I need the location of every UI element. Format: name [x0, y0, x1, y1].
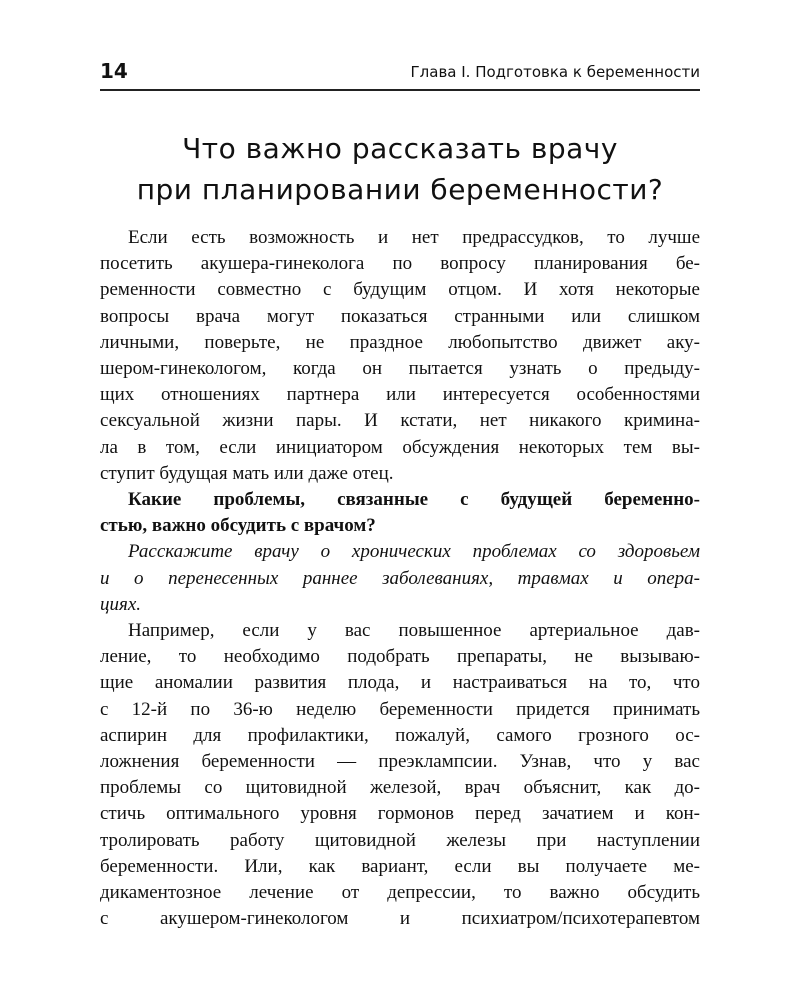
- text-line: Если есть возможность и нет предрассудков, то лучше: [128, 227, 700, 248]
- text-line: Например, если у вас повышенное артериальное дав-: [128, 620, 700, 642]
- section-heading: [100, 128, 700, 210]
- page-number: 14: [100, 59, 128, 83]
- text-line: щих отношениях партнера или интересуется особенностями: [100, 384, 700, 406]
- question-line: Какие проблемы, связанные с будущей беременно-: [128, 489, 700, 511]
- answer-line: Расскажите врачу о хронических проблемах со здоровьем: [128, 541, 700, 563]
- section-heading-line-1: Что важно рассказать врачу: [182, 132, 618, 165]
- text-line: ложнения беременности — преэклампсии. Узнав, что у вас: [100, 751, 700, 773]
- text-line: проблемы со щитовидной железой, врач объяснит, как до-: [100, 777, 700, 799]
- text-line: с 12-й по 36-ю неделю беременности придется принимать: [100, 698, 700, 720]
- answer-line: и о перенесенных раннее заболеваниях, травмах и опера-: [100, 567, 700, 589]
- text-line: ступит будущая мать или даже отец.: [100, 462, 394, 484]
- text-line: ла в том, если инициатором обсуждения некоторых тем вы-: [100, 436, 700, 458]
- text-line: посетить акушера-гинеколога по вопросу планирования бе-: [100, 253, 700, 275]
- question-heading: [100, 487, 700, 539]
- text-line: аспирин для профилактики, пожалуй, самого грозного ос-: [100, 724, 700, 746]
- text-line: личными, поверьте, не праздное любопытство движет аку-: [100, 331, 700, 353]
- running-header: [100, 55, 700, 91]
- text-line: беременности. Или, как вариант, если вы получаете ме-: [100, 855, 700, 877]
- text-line: щие аномалии развития плода, и настраиваться на то, что: [100, 672, 700, 694]
- text-line: тролировать работу щитовидной железы при наступлении: [100, 829, 700, 851]
- text-line: дикаментозное лечение от депрессии, то важно обсудить: [100, 882, 700, 904]
- chapter-title: Глава I. Подготовка к беременности: [410, 63, 700, 81]
- section-heading-line-2: при планировании беременности?: [136, 173, 664, 206]
- question-line: стью, важно обсудить с врачом?: [100, 515, 376, 537]
- paragraph-intro: [100, 225, 700, 487]
- text-line: стичь оптимального уровня гормонов перед зачатием и кон-: [100, 803, 700, 825]
- text-line: с акушером-гинекологом и психиатром/психотерапевтом: [100, 908, 700, 930]
- text-line: шером-гинекологом, когда он пытается узнать о предыду-: [100, 358, 700, 380]
- answer-line: циях.: [100, 593, 142, 615]
- paragraph-example: [100, 618, 700, 932]
- body-text: [100, 225, 700, 932]
- text-line: ление, то необходимо подобрать препараты, не вызываю-: [100, 646, 700, 668]
- answer-italic: [100, 539, 700, 618]
- text-line: сексуальной жизни пары. И кстати, нет никакого кримина-: [100, 410, 700, 432]
- text-line: вопросы врача могут показаться странными или слишком: [100, 305, 700, 327]
- text-line: ременности совместно с будущим отцом. И хотя некоторые: [100, 279, 700, 301]
